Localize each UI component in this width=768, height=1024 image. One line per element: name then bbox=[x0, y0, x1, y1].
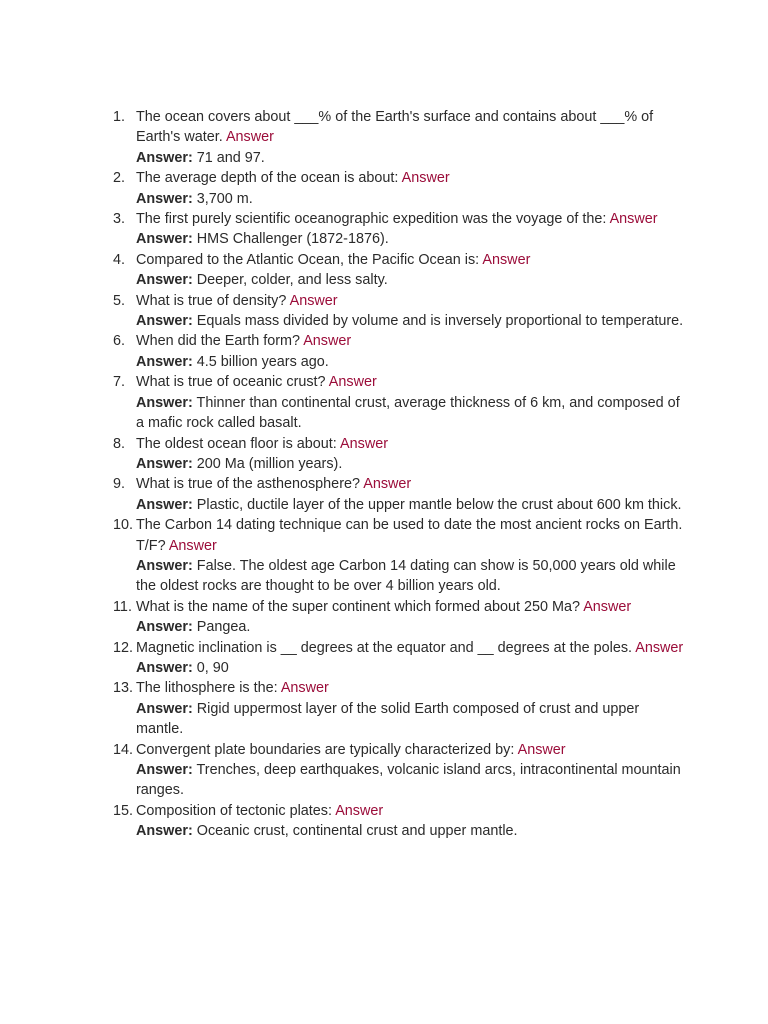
question-text: The lithosphere is the: bbox=[136, 680, 278, 697]
answer-link[interactable]: Answer bbox=[609, 211, 658, 228]
answer-text: Oceanic crust, continental crust and upper mantle. bbox=[196, 823, 518, 840]
question-item bbox=[0, 474, 768, 515]
question-item bbox=[0, 597, 768, 638]
answer-label: Answer: bbox=[136, 272, 193, 289]
answer-label: Answer: bbox=[136, 190, 193, 207]
answer-link[interactable]: Answer bbox=[635, 639, 684, 656]
answer-line bbox=[136, 821, 684, 841]
answer-text: 71 and 97. bbox=[196, 149, 265, 166]
question-number: 1. bbox=[113, 109, 126, 125]
answer-text: 3,700 m. bbox=[196, 190, 253, 207]
question-line bbox=[136, 434, 684, 454]
question-line bbox=[136, 291, 684, 311]
answer-link[interactable]: Answer bbox=[517, 741, 566, 758]
answer-link[interactable]: Answer bbox=[303, 333, 352, 350]
question-number: 5. bbox=[113, 292, 126, 309]
answer-label: Answer: bbox=[136, 231, 193, 248]
answer-text: Pangea. bbox=[196, 619, 251, 636]
question-item bbox=[0, 515, 768, 597]
question-item bbox=[0, 638, 768, 679]
answer-line bbox=[136, 760, 684, 801]
question-item bbox=[0, 331, 768, 372]
answer-line bbox=[136, 229, 684, 249]
answer-link[interactable]: Answer bbox=[289, 292, 338, 309]
answer-line bbox=[136, 189, 684, 209]
answer-line bbox=[136, 352, 684, 372]
question-number: 6. bbox=[113, 333, 126, 350]
answer-text: Plastic, ductile layer of the upper mantle below the crust about 600 km thick. bbox=[196, 496, 682, 513]
question-item bbox=[0, 168, 768, 209]
question-line bbox=[136, 209, 684, 229]
answer-line bbox=[136, 556, 684, 597]
answer-line bbox=[136, 270, 684, 290]
question-item bbox=[0, 801, 768, 842]
question-number: 11. bbox=[113, 598, 132, 615]
answer-link[interactable]: Answer bbox=[225, 129, 274, 146]
document-page bbox=[0, 107, 768, 842]
answer-line bbox=[136, 617, 684, 637]
answer-line bbox=[136, 393, 684, 434]
answer-text: Deeper, colder, and less salty. bbox=[196, 272, 388, 289]
question-line bbox=[136, 474, 684, 494]
answer-text: Thinner than continental crust, average thickness of 6 km, and composed of a mafic rock called basalt. bbox=[136, 394, 680, 432]
answer-line bbox=[136, 454, 684, 474]
answer-line bbox=[136, 658, 684, 678]
question-number: 13. bbox=[113, 680, 134, 697]
question-text: What is true of density? bbox=[136, 292, 287, 309]
question-number: 4. bbox=[113, 251, 126, 268]
answer-link[interactable]: Answer bbox=[340, 435, 389, 452]
question-item bbox=[0, 678, 768, 739]
question-number: 3. bbox=[113, 211, 126, 228]
question-line bbox=[136, 638, 684, 658]
question-text: The oldest ocean floor is about: bbox=[136, 435, 337, 452]
question-text: Magnetic inclination is __ degrees at the equator and __ degrees at the poles. bbox=[136, 639, 633, 656]
question-line bbox=[136, 515, 684, 556]
answer-line bbox=[136, 148, 684, 168]
question-number: 12. bbox=[113, 639, 134, 656]
question-text: What is the name of the super continent which formed about 250 Ma? bbox=[136, 598, 580, 615]
question-text: The Carbon 14 dating technique can be used to date the most ancient rocks on Earth. T/F? bbox=[136, 517, 683, 554]
answer-line bbox=[136, 699, 684, 740]
answer-label: Answer: bbox=[136, 149, 193, 166]
question-item bbox=[0, 291, 768, 332]
answer-link[interactable]: Answer bbox=[363, 476, 412, 493]
answer-text: False. The oldest age Carbon 14 dating can show is 50,000 years old while the oldest rocks are thought to be over 4 billion years old. bbox=[136, 557, 676, 595]
question-line bbox=[136, 107, 684, 148]
question-text: Composition of tectonic plates: bbox=[136, 802, 332, 819]
question-text: What is true of the asthenosphere? bbox=[136, 476, 360, 493]
answer-link[interactable]: Answer bbox=[401, 170, 450, 187]
answer-label: Answer: bbox=[136, 557, 193, 574]
question-number: 8. bbox=[113, 435, 126, 452]
answer-text: HMS Challenger (1872-1876). bbox=[196, 231, 389, 248]
question-number: 14. bbox=[113, 741, 134, 758]
question-line bbox=[136, 168, 684, 188]
question-item bbox=[0, 107, 768, 168]
answer-line bbox=[136, 495, 684, 515]
question-number: 7. bbox=[113, 374, 126, 391]
question-line bbox=[136, 740, 684, 760]
answer-text: 4.5 billion years ago. bbox=[196, 353, 329, 370]
answer-link[interactable]: Answer bbox=[583, 598, 632, 615]
answer-link[interactable]: Answer bbox=[335, 802, 384, 819]
question-text: The average depth of the ocean is about: bbox=[136, 170, 399, 187]
question-list bbox=[0, 107, 768, 842]
answer-text: Trenches, deep earthquakes, volcanic island arcs, intracontinental mountain ranges. bbox=[136, 762, 681, 799]
answer-link[interactable]: Answer bbox=[482, 251, 531, 268]
question-text: What is true of oceanic crust? bbox=[136, 374, 326, 391]
question-item bbox=[0, 434, 768, 475]
question-line bbox=[136, 372, 684, 392]
answer-label: Answer: bbox=[136, 353, 193, 370]
answer-label: Answer: bbox=[136, 496, 193, 513]
question-number: 9. bbox=[113, 476, 126, 493]
question-text: The first purely scientific oceanographic expedition was the voyage of the: bbox=[136, 211, 607, 228]
answer-label: Answer: bbox=[136, 823, 193, 840]
question-text: Compared to the Atlantic Ocean, the Pacific Ocean is: bbox=[136, 251, 480, 268]
question-number: 15. bbox=[113, 802, 134, 819]
question-line bbox=[136, 331, 684, 351]
answer-label: Answer: bbox=[136, 619, 193, 636]
answer-text: Equals mass divided by volume and is inversely proportional to temperature. bbox=[196, 313, 684, 330]
question-item bbox=[0, 372, 768, 433]
answer-label: Answer: bbox=[136, 455, 193, 472]
question-line bbox=[136, 597, 684, 617]
question-item bbox=[0, 250, 768, 291]
question-number: 10. bbox=[113, 517, 134, 534]
answer-label: Answer: bbox=[136, 313, 193, 330]
answer-link[interactable]: Answer bbox=[328, 374, 377, 391]
answer-line bbox=[136, 311, 684, 331]
question-number: 2. bbox=[113, 170, 126, 187]
question-text: The ocean covers about ___% of the Earth's surface and contains about ___% of Earth's water. bbox=[136, 109, 654, 146]
question-line bbox=[136, 250, 684, 270]
question-line bbox=[136, 801, 684, 821]
question-line bbox=[136, 678, 684, 698]
answer-label: Answer: bbox=[136, 762, 193, 778]
answer-label: Answer: bbox=[136, 394, 193, 411]
answer-label: Answer: bbox=[136, 700, 193, 717]
question-text: Convergent plate boundaries are typically characterized by: bbox=[136, 741, 515, 758]
question-item bbox=[0, 740, 768, 801]
answer-label: Answer: bbox=[136, 659, 193, 676]
question-item bbox=[0, 209, 768, 250]
answer-link[interactable]: Answer bbox=[168, 537, 217, 554]
answer-text: Rigid uppermost layer of the solid Earth composed of crust and upper mantle. bbox=[136, 700, 640, 738]
question-text: When did the Earth form? bbox=[136, 333, 300, 350]
answer-text: 0, 90 bbox=[196, 659, 229, 676]
answer-text: 200 Ma (million years). bbox=[196, 455, 343, 472]
answer-link[interactable]: Answer bbox=[280, 680, 329, 697]
